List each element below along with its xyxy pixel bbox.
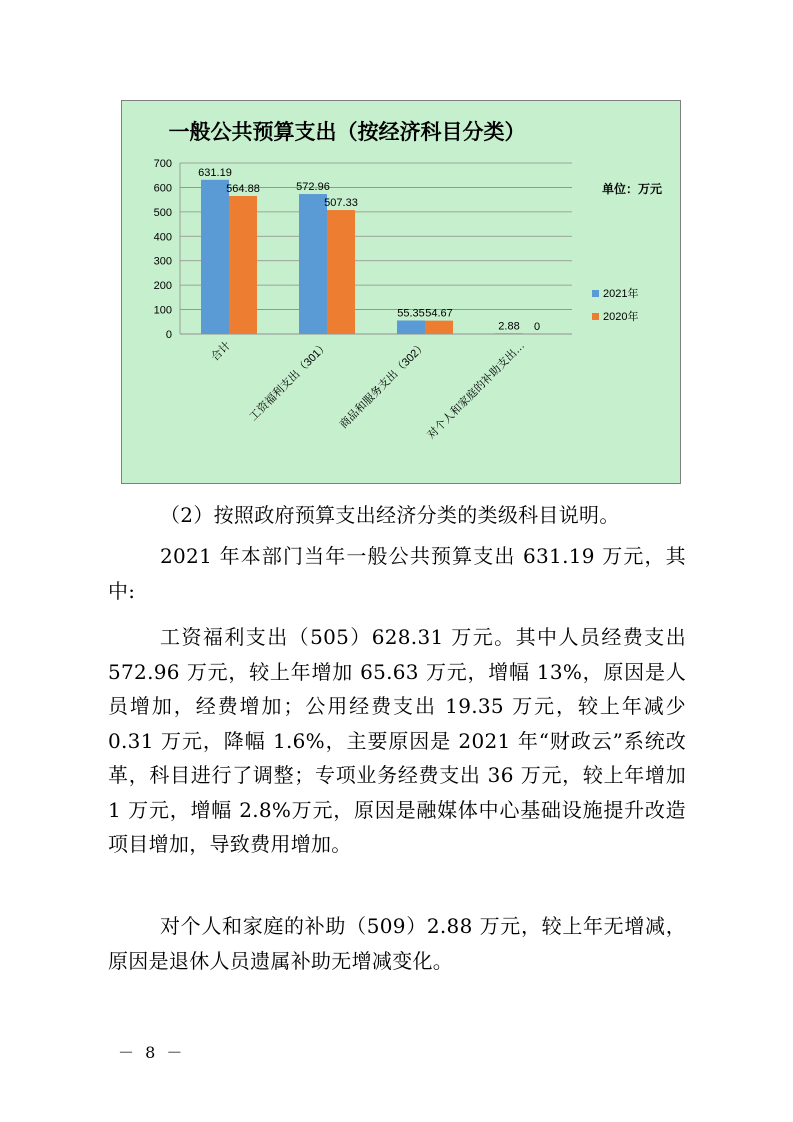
y-tick-label: 300 (153, 255, 172, 268)
data-label: 0 (533, 321, 541, 333)
y-tick-label: 200 (153, 280, 172, 293)
legend-swatch (592, 313, 599, 320)
x-category-label: 工资福利支出（301） (247, 339, 332, 424)
bar-chart (122, 101, 680, 483)
unit-label: 单位：万元 (601, 182, 663, 196)
y-tick-label: 100 (153, 304, 172, 317)
x-category-label: 商品和服务支出（302） (337, 339, 430, 432)
legend-label: 2020年 (603, 311, 639, 323)
bar-2021 (495, 333, 523, 334)
legend-swatch (592, 290, 599, 297)
y-tick-label: 500 (153, 206, 172, 219)
bar-2021 (201, 180, 229, 334)
chart-title: 一般公共预算支出（按经济科目分类） (168, 121, 526, 144)
data-label: 572.96 (296, 181, 330, 194)
page-number: － 8 － (118, 1043, 186, 1062)
paragraph-2: 2021 年本部门当年一般公共预算支出 631.19 万元，其中: (108, 544, 686, 603)
bar-2020 (229, 196, 257, 334)
y-tick-label: 700 (153, 158, 172, 170)
paragraph-1: （2）按照政府预算支出经济分类的类级科目说明。 (160, 503, 620, 527)
data-label: 54.67 (425, 307, 453, 320)
data-label: 507.33 (324, 197, 358, 210)
bar-2021 (299, 194, 327, 334)
bar-2020 (425, 321, 453, 334)
x-category-label: 对个人和家庭的补助支出… (425, 339, 528, 442)
data-label: 564.88 (226, 183, 260, 196)
y-tick-label: 400 (153, 231, 172, 244)
bar-2021 (397, 320, 425, 334)
y-tick-label: 0 (165, 329, 172, 341)
bar-2020 (327, 210, 355, 334)
data-label: 2.88 (498, 320, 520, 333)
y-tick-label: 600 (153, 182, 172, 195)
data-label: 631.19 (198, 166, 232, 179)
data-label: 55.35 (397, 307, 425, 320)
legend-label: 2021年 (603, 288, 639, 300)
paragraph-3: 工资福利支出（505）628.31 万元。其中人员经费支出 572.96 万元，较上年增加 65.63 万元，增幅 13%，原因是人员增加，经费增加；公用经费支出 19.35 万元，较上年减少 0.31 万元，降幅 1.6%，主要原因是 2021 年“财政云”系统改革，科目进行了调整；专项业务经费支出 36 万元，较上年增加 1 万元，增幅 2.8%万元，原因是融媒体中心基础设施提升改造项目增加，导致费用增加。 (108, 625, 686, 856)
chart-container (121, 100, 681, 484)
paragraph-4: 对个人和家庭的补助（509）2.88 万元，较上年无增减，原因是退休人员遗属补助无增减变化。 (108, 914, 686, 973)
x-category-label: 合计 (209, 339, 234, 364)
